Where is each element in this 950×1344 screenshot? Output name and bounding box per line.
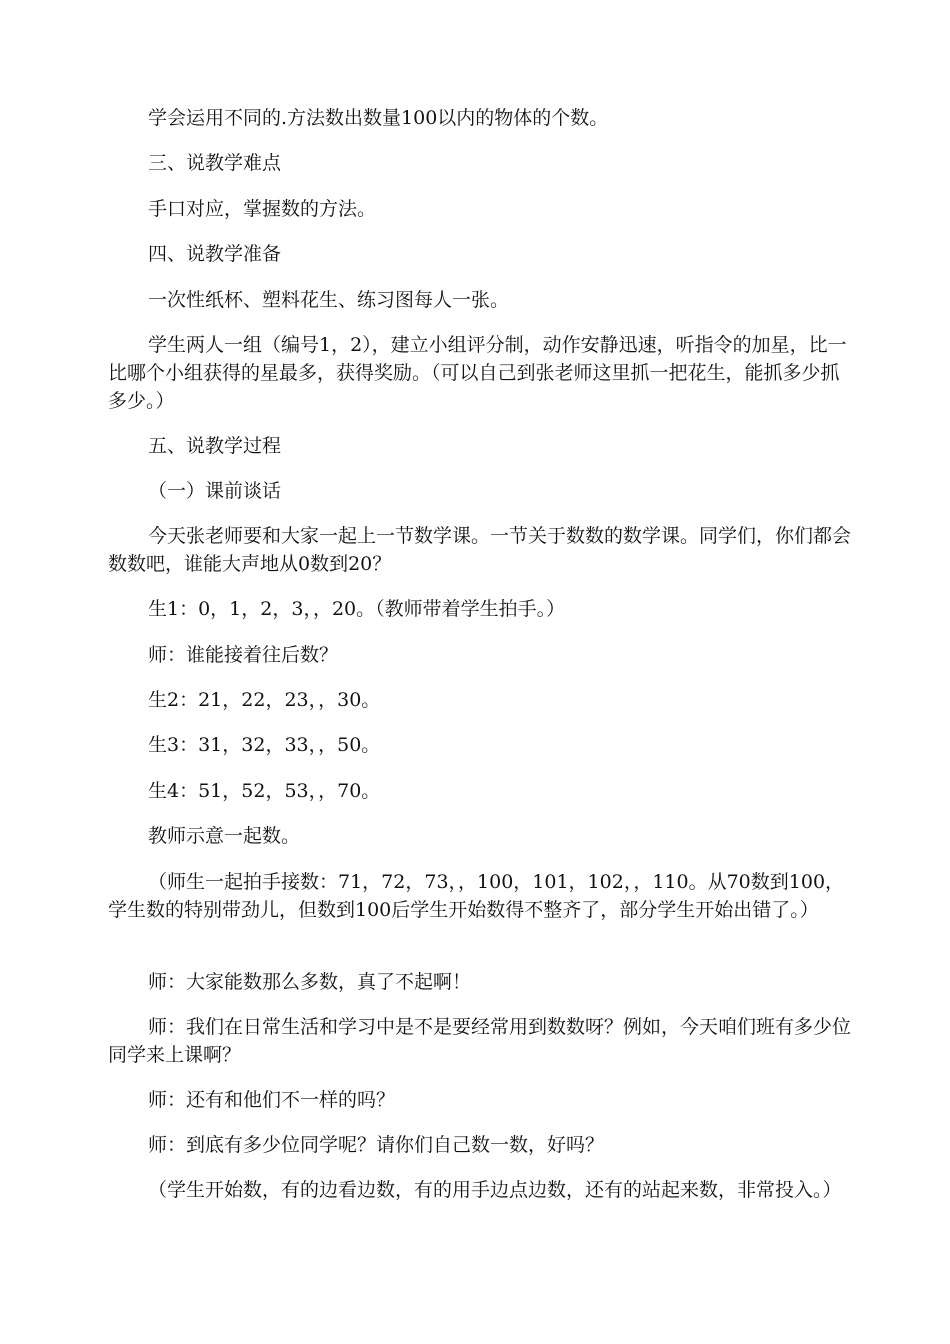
dialogue-student-1: 生1：0，1，2，3，，20。（教师带着学生拍手。）: [148, 598, 566, 620]
heading-difficulty: 三、说教学难点: [148, 152, 282, 174]
heading-process: 五、说教学过程: [148, 435, 282, 457]
paragraph-teacher-signal: 教师示意一起数。: [148, 825, 301, 847]
paragraph-grouping: 学生两人一组（编号1，2），建立小组评分制，动作安静迅速，听指令的加星，比一比哪个小组获得的星最多，获得奖励。（可以自己到张老师这里抓一把花生，能抓多少抓多少。）: [108, 334, 847, 412]
paragraph-students-counting: （学生开始数，有的边看边数，有的用手边点边数，还有的站起来数，非常投入。）: [148, 1179, 842, 1201]
dialogue-teacher-1: 师：谁能接着往后数？: [148, 644, 339, 666]
dialogue-teacher-5: 师：到底有多少位同学呢？请你们自己数一数，好吗？: [148, 1134, 605, 1156]
paragraph-difficulty: 手口对应，掌握数的方法。: [148, 198, 377, 220]
paragraph-goal: 学会运用不同的.方法数出数量100以内的物体的个数。: [148, 107, 609, 129]
dialogue-teacher-4: 师：还有和他们不一样的吗？: [148, 1089, 396, 1111]
dialogue-teacher-2: 师：大家能数那么多数，真了不起啊！: [148, 971, 472, 993]
dialogue-student-3: 生3：31，32，33，，50。: [148, 734, 381, 756]
paragraph-materials: 一次性纸杯、塑料花生、练习图每人一张。: [148, 289, 510, 311]
heading-preparation: 四、说教学准备: [148, 243, 282, 265]
paragraph-counting-together: （师生一起拍手接数：71，72，73，，100，101，102，，110。从70数到100，学生数的特别带劲儿，但数到100后学生开始数得不整齐了，部分学生开始出错了。）: [108, 871, 845, 921]
paragraph-intro: 今天张老师要和大家一起上一节数学课。一节关于数数的数学课。同学们，你们都会数数吧，谁能大声地从0数到20？: [108, 525, 852, 575]
dialogue-student-4: 生4：51，52，53，，70。: [148, 780, 381, 802]
dialogue-student-2: 生2：21，22，23，，30。: [148, 689, 381, 711]
heading-pre-class-talk: （一）课前谈话: [148, 480, 282, 502]
dialogue-teacher-3: 师：我们在日常生活和学习中是不是要经常用到数数呀？例如，今天咱们班有多少位同学来上课啊？: [108, 1016, 852, 1066]
